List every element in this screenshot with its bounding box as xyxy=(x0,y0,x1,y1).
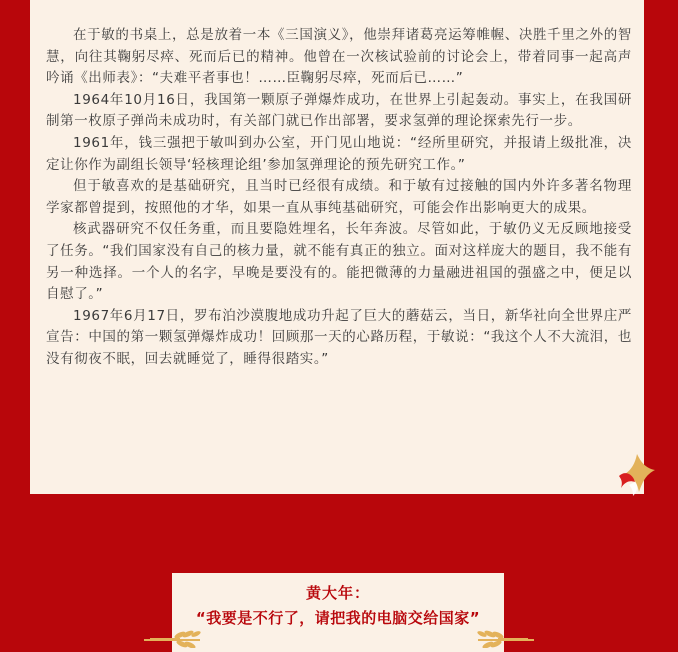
paragraph-5: 核武器研究不仅任务重，而且要隐姓埋名，长年奔波。尽管如此，于敏仍义无反顾地接受了任务。“我们国家没有自己的核力量，就不能有真正的独立。面对这样庞大的题目，我不能有另一种选择。一个人的名字，早晚是要没有的。能把微薄的力量融进祖国的强盛之中，便足以自慰了。” xyxy=(46,221,632,303)
article-card xyxy=(30,0,644,494)
section-quote: “我要是不行了，请把我的电脑交给国家” xyxy=(195,609,481,627)
ribbon-ornament-icon xyxy=(615,452,657,498)
paragraph-4: 但于敏喜欢的是基础研究，且当时已经很有成绩。和于敏有过接触的国内外许多著名物理学家都曾提到，按照他的才华，如果一直从事纯基础研究，可能会作出影响更大的成果。 xyxy=(46,178,632,216)
section-person-name: 黄大年： xyxy=(305,584,370,602)
paragraph-1: 在于敏的书桌上，总是放着一本《三国演义》，他崇拜诸葛亮运筹帷幄、决胜千里之外的智慧，向往其鞠躬尽瘁、死而后已的精神。他曾在一次核试验前的讨论会上，带着同事一起高声吟诵《出师表》：“夫难平者事也！……臣鞠躬尽瘁，死而后已……” xyxy=(46,27,632,87)
paragraph-2: 1964年10月16日，我国第一颗原子弹爆炸成功，在世界上引起轰动。事实上，在我国研制第一枚原子弹尚未成功时，有关部门就已作出部署，要求氢弹的理论探索先行一步。 xyxy=(46,91,632,130)
laurel-right-icon xyxy=(476,626,536,648)
paragraph-6: 1967年6月17日，罗布泊沙漠腹地成功升起了巨大的蘑菇云，当日，新华社向全世界庄严宣告：中国的第一颗氢弹爆炸成功！回顾那一天的心路历程，于敏说：“我这个人不大流泪，也没有彻夜不眠，回去就睡觉了，睡得很踏实。” xyxy=(46,307,632,367)
paragraph-3: 1961年，钱三强把于敏叫到办公室，开门见山地说：“经所里研究，并报请上级批准，决定让你作为副组长领导‘轻核理论组’参加氢弹理论的预先研究工作。” xyxy=(46,134,632,173)
section-title-card xyxy=(172,573,504,652)
laurel-left-icon xyxy=(142,626,202,648)
